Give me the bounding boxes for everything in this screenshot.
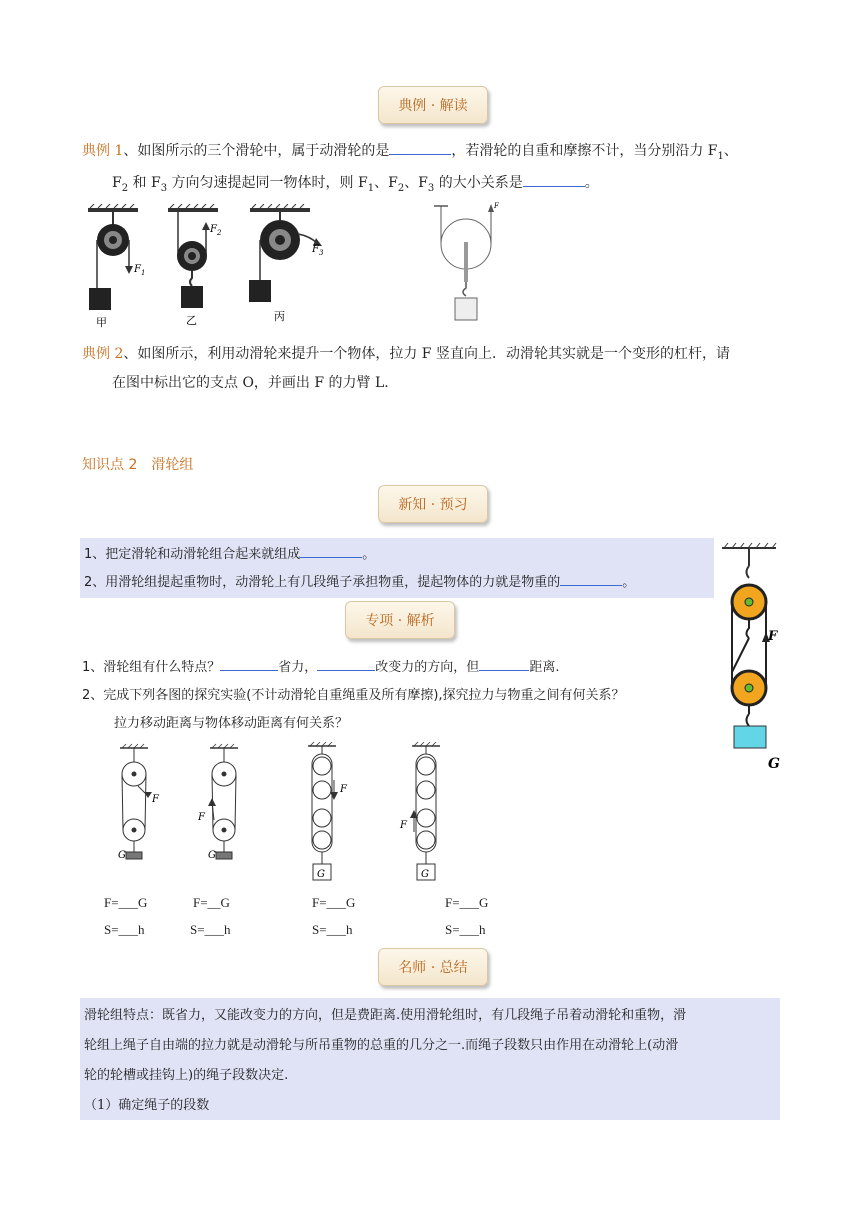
pulley-system-a	[120, 744, 148, 859]
subscript: 1	[367, 182, 375, 194]
question-text: 1、滑轮组有什么特点？	[82, 660, 221, 675]
answer-blank[interactable]	[220, 656, 278, 671]
answer-f-3: F=___G	[312, 895, 356, 910]
pulley-yi	[168, 204, 218, 308]
preview-item-1	[84, 543, 375, 562]
section-button-label: 新知 · 预习	[398, 497, 468, 513]
preview-box	[80, 538, 714, 598]
example-1-text: F	[112, 175, 122, 191]
force-label-f: F	[152, 794, 159, 805]
summary-subheading: （1）确定绳子的段数	[84, 1098, 210, 1113]
force-label-f3: $F_3$	[312, 244, 324, 257]
weight-label-g: G	[421, 869, 429, 880]
pulley-figures-example-1	[84, 204, 354, 334]
answers-row-s	[0, 922, 860, 942]
force-label-f: F	[768, 629, 778, 644]
answer-f-2: F=__G	[193, 895, 230, 910]
force-label-f: F	[198, 812, 205, 823]
weight-label-g: G	[317, 869, 325, 880]
force-label-f: F	[494, 202, 499, 210]
subscript: 2	[121, 182, 129, 194]
weight-label-g: G	[118, 850, 126, 861]
preview-item-2	[84, 571, 635, 590]
analysis-q2-line2: 拉力移动距离与物体移动距离有何关系？	[114, 716, 349, 731]
pulley-block-side-figure	[718, 542, 798, 774]
knowledge-point-title: 知识点 2 滑轮组	[82, 457, 194, 473]
answer-blank[interactable]	[317, 656, 375, 671]
pulley-systems-figures	[108, 740, 458, 888]
subscript: 3	[427, 182, 435, 194]
label-jia: 甲	[96, 316, 107, 329]
section-button-examples	[378, 86, 488, 124]
summary-line: 滑轮组特点：既省力，又能改变力的方向，但是费距离.使用滑轮组时，有几段绳子吊着动滑轮和重物，滑	[84, 1008, 687, 1023]
summary-box	[80, 998, 780, 1120]
force-label-f2: $F_2$	[210, 224, 222, 237]
answer-blank[interactable]	[389, 140, 451, 155]
example-1-text: 、如图所示的三个滑轮中，属于动滑轮的是	[123, 143, 390, 159]
answer-s-3: S=___h	[312, 922, 353, 937]
question-text: 距离.	[529, 660, 560, 675]
label-bing: 丙	[274, 310, 285, 323]
force-label-f: F	[340, 784, 347, 795]
example-1-text: 、	[723, 143, 738, 159]
preview-text: 。	[362, 547, 376, 562]
answer-s-2: S=___h	[190, 922, 231, 937]
section-button-preview	[378, 485, 488, 523]
movable-pulley-figure-example-2	[428, 200, 508, 328]
preview-text: 。	[622, 575, 636, 590]
example-1-text: ，若滑轮的自重和摩擦不计，当分别沿力 F	[451, 143, 718, 159]
example-2	[82, 343, 782, 393]
example-1-text: 的大小关系是	[434, 175, 523, 191]
pulley-system-b	[210, 744, 238, 859]
summary-line: 轮的轮槽或挂钩上)的绳子段数决定.	[84, 1068, 289, 1083]
example-2-prefix: 典例 2	[82, 346, 124, 362]
analysis-q1	[82, 656, 559, 675]
subscript: 1	[717, 150, 724, 162]
preview-text: 2、用滑轮组提起重物时，动滑轮上有几段绳子承担物重，提起物体的力就是物重的	[84, 575, 561, 590]
section-button-label: 专项 · 解析	[365, 613, 435, 629]
arrow	[330, 792, 338, 800]
section-button-analysis	[345, 601, 455, 639]
answer-blank[interactable]	[560, 571, 622, 586]
answers-row-f	[0, 895, 860, 915]
example-2-text: 在图中标出它的支点 O，并画出 F 的力臂 L.	[112, 375, 389, 391]
pulley-system-c	[308, 742, 336, 880]
answer-f-4: F=___G	[445, 895, 489, 910]
question-text: 改变力的方向，但	[375, 660, 480, 675]
example-1-text: 和 F	[128, 175, 161, 191]
example-1-text: 。	[584, 175, 599, 191]
answer-s-1: S=___h	[104, 922, 145, 937]
subscript: 2	[397, 182, 405, 194]
example-1-text: 、F	[374, 175, 398, 191]
example-1-text: 、F	[404, 175, 428, 191]
example-1-prefix: 典例 1	[82, 143, 124, 159]
section-button-label: 典例 · 解读	[398, 98, 468, 114]
force-label-f1: $F_1$	[134, 264, 146, 277]
example-2-text: 、如图所示，利用动滑轮来提升一个物体，拉力 F 竖直向上．动滑轮其实就是一个变形的杠杆，请	[123, 346, 730, 362]
arrow	[208, 798, 216, 806]
pulley-jia	[88, 204, 138, 310]
subscript: 3	[160, 182, 168, 194]
answer-blank[interactable]	[479, 656, 529, 671]
section-button-summary	[378, 948, 488, 986]
question-text: 省力，	[278, 660, 318, 675]
example-1	[82, 140, 782, 200]
force-label-f: F	[400, 820, 407, 831]
analysis-q2-line1: 2、完成下列各图的探究实验(不计动滑轮自重绳重及所有摩擦),探究拉力与物重之间有何关系？	[82, 688, 625, 703]
weight-label-g: G	[768, 756, 780, 772]
answer-blank[interactable]	[300, 543, 362, 558]
summary-line: 轮组上绳子自由端的拉力就是动滑轮与所吊重物的总重的几分之一.而绳子段数只由作用在动滑轮上(动滑	[84, 1038, 679, 1053]
answer-blank[interactable]	[523, 172, 585, 187]
section-button-label: 名师 · 总结	[398, 960, 468, 976]
arrow	[410, 810, 418, 818]
answer-f-1: F=___G	[104, 895, 148, 910]
example-1-text: 方向匀速提起同一物体时，则 F	[167, 175, 368, 191]
answer-s-4: S=___h	[445, 922, 486, 937]
weight-label-g: G	[208, 850, 216, 861]
preview-text: 1、把定滑轮和动滑轮组合起来就组成	[84, 547, 301, 562]
label-yi: 乙	[186, 314, 197, 327]
pulley-system-d	[412, 742, 440, 880]
